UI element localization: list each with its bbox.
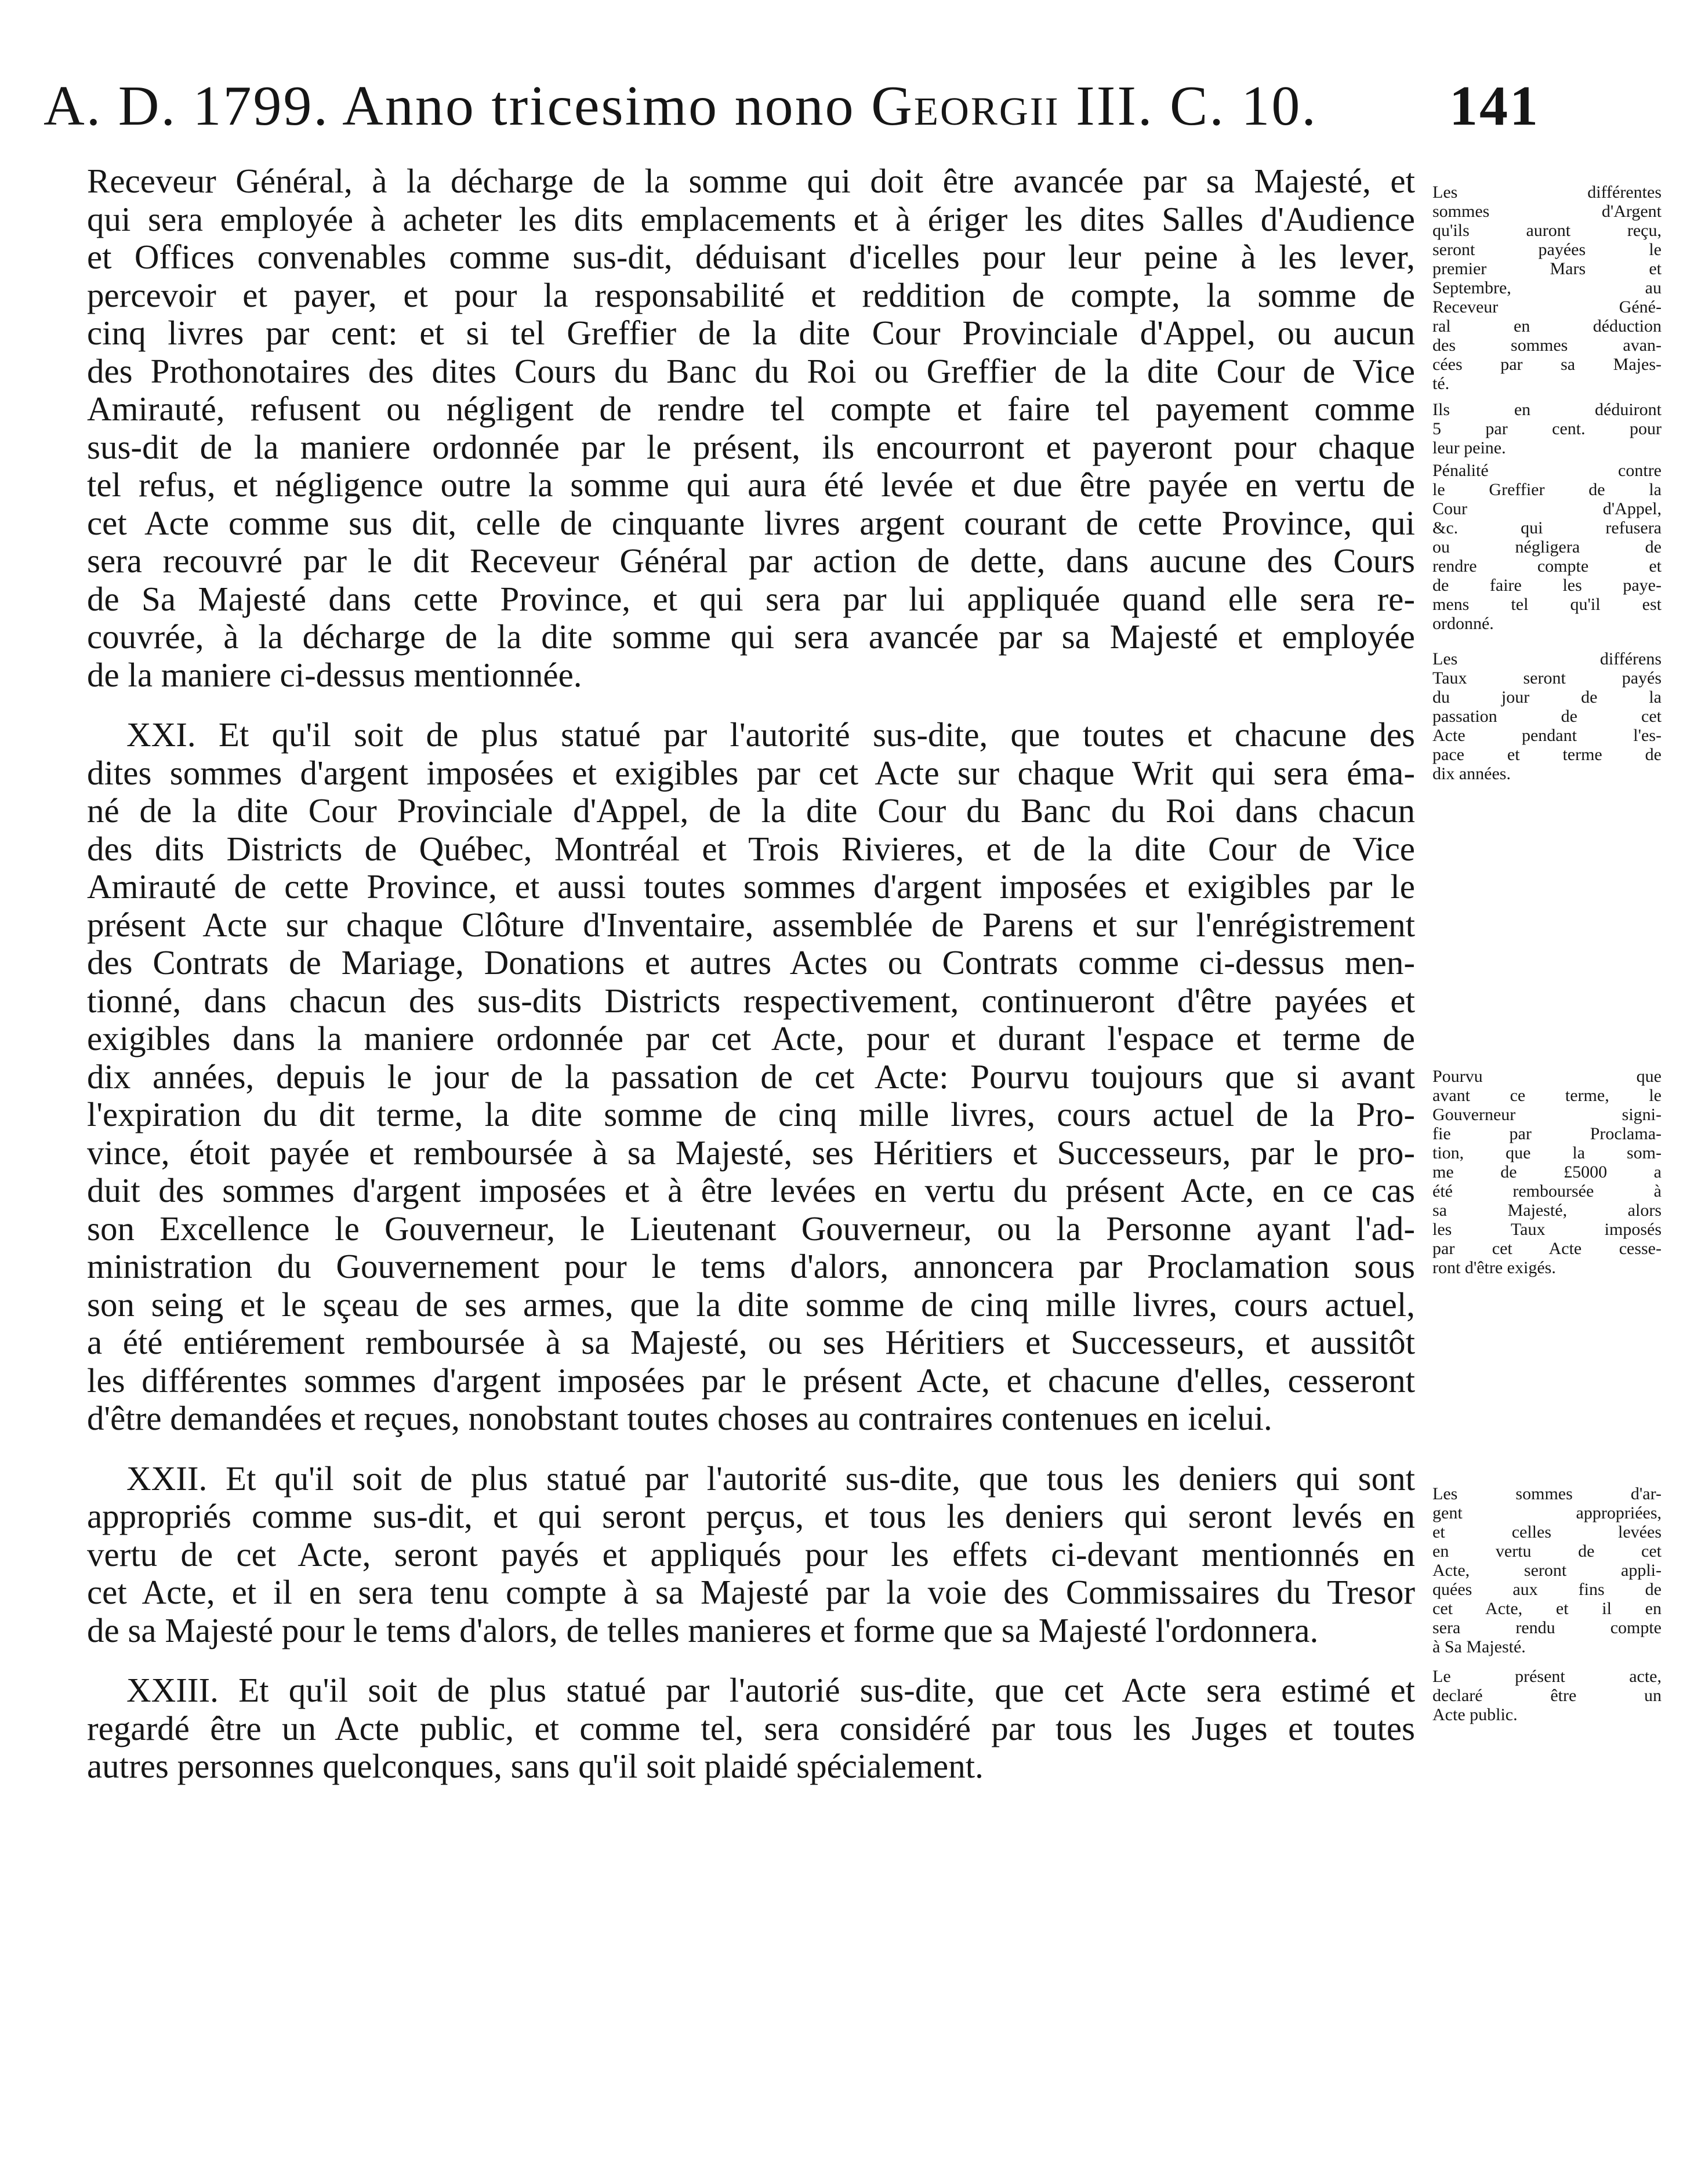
margin-note-line: sommes d'Argent [1432,202,1662,221]
text-line: sus-dit de la maniere ordonnée par le présent, ils encourront et payeront pour chaque [87,428,1415,466]
margin-note-line: cet Acte, et il en [1432,1599,1662,1618]
margin-note-line: sa Majesté, alors [1432,1201,1662,1220]
margin-note-line: Receveur Géné- [1432,297,1662,317]
margin-note-line: ront d'être exigés. [1432,1258,1556,1277]
margin-note-penalty [1432,461,1662,633]
margin-note-line: de faire les paye- [1432,576,1662,595]
text-line: couvrée, à la décharge de la dite somme qui sera avancée par sa Majesté et employée [87,618,1415,656]
text-line: tionné, dans chacun des sus-dits Districts respectivement, continueront d'être payées et [87,982,1415,1020]
text-line: Receveur Général, à la décharge de la somme qui doit être avancée par sa Majesté, et [87,162,1415,200]
margin-note-line: Les sommes d'ar- [1432,1484,1662,1503]
margin-note-line: avant ce terme, le [1432,1086,1662,1105]
text-line: percevoir et payer, et pour la responsabilité et reddition de compte, la somme de [87,276,1415,314]
margin-note-public-act [1432,1667,1662,1724]
margin-note-line: &c. qui refusera [1432,518,1662,537]
text-line: d'être demandées et reçues, nonobstant toutes choses au contraires contenues en icelui. [87,1400,1272,1437]
margin-note-line: Le présent acte, [1432,1667,1662,1686]
margin-note-payment-dates [1432,183,1662,393]
text-line: XXI. Et qu'il soit de plus statué par l'autorité sus-dite, que toutes et chacune des [126,716,1415,754]
margin-note-line: tion, que la som- [1432,1143,1662,1162]
paragraph-spacer [87,1438,1415,1460]
margin-note-line: les Taux imposés [1432,1220,1662,1239]
text-line: les différentes sommes d'argent imposées par le présent Acte, et chacune d'elles, cesseront [87,1361,1415,1400]
margin-note-line: ordonné. [1432,614,1494,633]
paragraph-spacer [87,694,1415,716]
margin-note-line: gent appropriées, [1432,1503,1662,1522]
section-xxi [87,716,1415,1438]
text-line: autres personnes quelconques, sans qu'il soit plaidé spécialement. [87,1747,984,1785]
text-line: Amirauté, refusent ou négligent de rendre tel compte et faire tel payement comme [87,390,1415,428]
margin-note-line: passation de cet [1432,707,1662,726]
text-line: né de la dite Cour Provinciale d'Appel, de la dite Cour du Banc du Roi dans chacun [87,792,1415,830]
text-line: dites sommes d'argent imposées et exigibles par cet Acte sur chaque Writ qui sera éma- [87,754,1415,792]
margin-note-line: été remboursée à [1432,1182,1662,1201]
text-line: cet Acte comme sus dit, celle de cinquante livres argent courant de cette Province, qui [87,504,1415,542]
text-line: vertu de cet Acte, seront payés et appliqués pour les effets ci-devant mentionnés en [87,1535,1415,1574]
text-line: son seing et le sçeau de ses armes, que la dite somme de cinq mille livres, cours actuel, [87,1285,1415,1324]
margin-note-line: leur peine. [1432,438,1506,457]
margin-note-line: des sommes avan- [1432,336,1662,355]
text-line: de sa Majesté pour le tems d'alors, de telles manieres et forme que sa Majesté l'ordonnera. [87,1611,1319,1649]
paragraph-continuation [87,162,1415,694]
text-line: de Sa Majesté dans cette Province, et qui sera par lui appliquée quand elle sera re- [87,580,1415,618]
text-line: a été entiérement remboursée à sa Majesté, ou ses Héritiers et Successeurs, et aussitôt [87,1324,1415,1361]
paragraph-spacer [87,1649,1415,1671]
section-xxii [87,1460,1415,1650]
text-line: appropriés comme sus-dit, et qui seront perçus, et tous les deniers qui seront levés en [87,1498,1415,1535]
header-king-and-chapter: Georgii III. C. 10. [871,75,1318,137]
text-line: duit des sommes d'argent imposées et à être levées en vertu du présent Acte, en ce cas [87,1172,1415,1209]
margin-note-line: me de £5000 a [1432,1162,1662,1182]
margin-note-deduction [1432,400,1662,457]
margin-note-line: rendre compte et [1432,557,1662,576]
section-xxiii [87,1671,1415,1786]
margin-note-line: quées aux fins de [1432,1580,1662,1599]
margin-note-line: ou négligera de [1432,537,1662,557]
margin-note-appropriation [1432,1484,1662,1656]
margin-note-line: Les différentes [1432,183,1662,202]
margin-note-line: qu'ils auront reçu, [1432,221,1662,240]
text-line: cet Acte, et il en sera tenu compte à sa Majesté par la voie des Commissaires du Tresor [87,1574,1415,1611]
margin-note-line: declaré être un [1432,1686,1662,1705]
margin-note-line: fie par Proclama- [1432,1124,1662,1143]
margin-note-line: Gouverneur signi- [1432,1105,1662,1124]
margin-note-line: té. [1432,374,1450,393]
margin-note-proviso [1432,1067,1662,1277]
margin-note-line: seront payées le [1432,240,1662,259]
margin-note-line: Acte, seront appli- [1432,1561,1662,1580]
margin-note-line: par cet Acte cesse- [1432,1239,1662,1258]
text-line: sera recouvré par le dit Receveur Général par action de dette, dans aucune des Cours [87,542,1415,580]
text-line: des Contrats de Mariage, Donations et autres Actes ou Contrats comme ci-dessus men- [87,944,1415,982]
running-header [43,63,1540,150]
margin-note-line: mens tel qu'il est [1432,595,1662,614]
text-line: XXII. Et qu'il soit de plus statué par l'autorité sus-dite, que tous les deniers qui sont [126,1459,1415,1498]
margin-note-line: 5 par cent. pour [1432,419,1662,438]
margin-note-line: du jour de la [1432,688,1662,707]
text-line: des Prothonotaires des dites Cours du Banc du Roi ou Greffier de la dite Cour de Vice [87,352,1415,390]
header-title [43,63,1318,150]
text-line: Amirauté de cette Province, et aussi toutes sommes d'argent imposées et exigibles par le [87,868,1415,906]
margin-note-line: Cour d'Appel, [1432,499,1662,518]
margin-note-line: Pénalité contre [1432,461,1662,480]
text-line: regardé être un Acte public, et comme tel, sera considéré par tous les Juges et toutes [87,1709,1415,1747]
text-line: et Offices convenables comme sus-dit, déduisant d'icelles pour leur peine à les lever, [87,238,1415,276]
text-line: cinq livres par cent: et si tel Greffier de la dite Cour Provinciale d'Appel, ou aucun [87,314,1415,352]
margin-note-line: sera rendu compte [1432,1618,1662,1637]
margin-note-line: Acte pendant l'es- [1432,726,1662,745]
page-number: 141 [1449,75,1540,137]
text-line: XXIII. Et qu'il soit de plus statué par l'autorié sus-dite, que cet Acte sera estimé et [126,1671,1415,1709]
text-line: exigibles dans la maniere ordonnée par cet Acte, pour et durant l'espace et terme de [87,1020,1415,1058]
margin-note-line: Les différens [1432,649,1662,668]
text-line: de la maniere ci-dessus mentionnée. [87,656,582,694]
margin-note-line: et celles levées [1432,1522,1662,1542]
text-line: dix années, depuis le jour de la passation de cet Acte: Pourvu toujours que si avant [87,1058,1415,1096]
text-line: qui sera employée à acheter les dits emplacements et à ériger les dites Salles d'Audience [87,200,1415,238]
text-line: présent Acte sur chaque Clôture d'Inventaire, assemblée de Parens et sur l'enrégistrement [87,906,1415,944]
text-line: son Excellence le Gouverneur, le Lieutenant Gouverneur, ou la Personne ayant l'ad- [87,1209,1415,1248]
text-line: tel refus, et négligence outre la somme qui aura été levée et due être payée en vertu de [87,466,1415,504]
margin-note-line: le Greffier de la [1432,480,1662,499]
main-text-column [87,162,1415,1786]
margin-note-line: Taux seront payés [1432,668,1662,688]
margin-note-line: à Sa Majesté. [1432,1637,1526,1656]
margin-note-line: premier Mars et [1432,259,1662,278]
margin-note-line: dix années. [1432,764,1511,783]
margin-note-line: en vertu de cet [1432,1542,1662,1561]
text-line: ministration du Gouvernement pour le tems d'alors, annoncera par Proclamation sous [87,1248,1415,1285]
text-line: l'expiration du dit terme, la dite somme de cinq mille livres, cours actuel de la Pro- [87,1096,1415,1133]
margin-note-line: Septembre, au [1432,278,1662,297]
header-year-and-session: A. D. 1799. Anno tricesimo nono [43,75,855,137]
margin-note-line: pace et terme de [1432,745,1662,764]
text-line: des dits Districts de Québec, Montréal et Trois Rivieres, et de la dite Cour de Vice [87,830,1415,868]
margin-note-line: Pourvu que [1432,1067,1662,1086]
margin-note-line: Ils en déduiront [1432,400,1662,419]
margin-note-duration [1432,649,1662,783]
margin-note-line: cées par sa Majes- [1432,355,1662,374]
margin-note-line: Acte public. [1432,1705,1518,1724]
text-line: vince, étoit payée et remboursée à sa Majesté, ses Héritiers et Successeurs, par le pro- [87,1133,1415,1172]
margin-note-line: ral en déduction [1432,317,1662,336]
